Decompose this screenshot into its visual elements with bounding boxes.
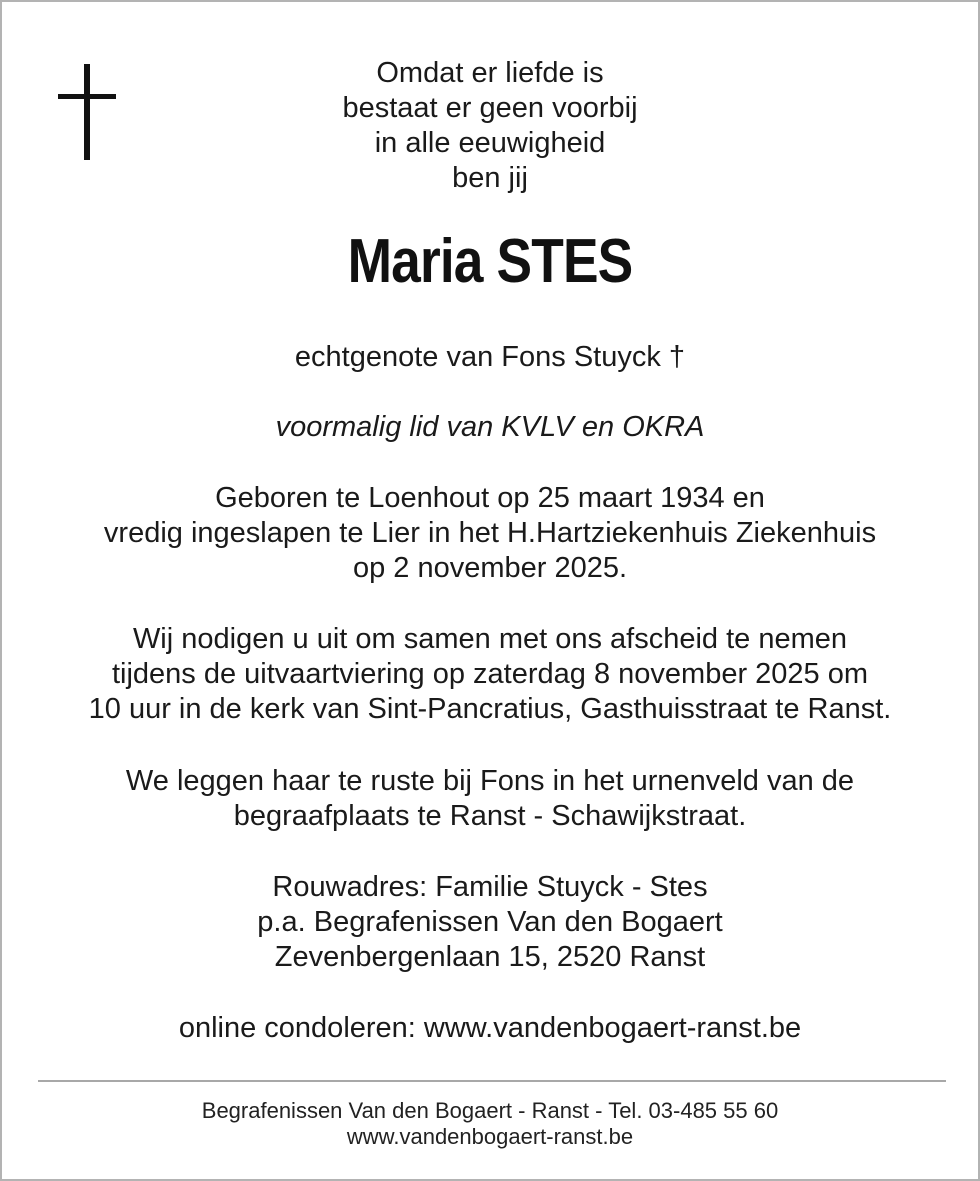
membership-line: voormalig lid van KVLV en OKRA — [275, 411, 705, 443]
address-line: Rouwadres: Familie Stuyck - Stes — [272, 871, 708, 903]
deceased-name: Maria STES — [347, 227, 633, 296]
poem-line: bestaat er geen voorbij — [342, 92, 638, 124]
poem — [2, 56, 978, 196]
birth-death-line: op 2 november 2025. — [352, 552, 628, 584]
resting-place-block — [2, 764, 978, 834]
invitation-line: tijdens de uitvaartviering op zaterdag 8 november 2025 om — [111, 658, 869, 690]
spouse-line: echtgenote van Fons Stuyck † — [294, 341, 686, 373]
footer-contact: Begrafenissen Van den Bogaert - Ranst - Tel. 03-485 55 60 — [201, 1098, 779, 1123]
invitation-line: 10 uur in de kerk van Sint-Pancratius, Gasthuisstraat te Ranst. — [88, 693, 892, 725]
invitation-block — [2, 622, 978, 727]
poem-line: ben jij — [452, 162, 528, 194]
invitation-line: Wij nodigen u uit om samen met ons afscheid te nemen — [132, 623, 848, 655]
footer — [2, 1098, 978, 1150]
poem-line: Omdat er liefde is — [376, 57, 604, 89]
birth-death-block — [2, 481, 978, 586]
footer-website: www.vandenbogaert-ranst.be — [346, 1124, 634, 1149]
birth-death-line: Geboren te Loenhout op 25 maart 1934 en — [215, 482, 765, 514]
resting-place-line: We leggen haar te ruste bij Fons in het urnenveld van de — [125, 765, 855, 797]
address-line: Zevenbergenlaan 15, 2520 Ranst — [274, 941, 706, 973]
divider — [38, 1080, 946, 1082]
resting-place-line: begraafplaats te Ranst - Schawijkstraat. — [233, 800, 747, 832]
birth-death-line: vredig ingeslapen te Lier in het H.Hartziekenhuis Ziekenhuis — [103, 517, 877, 549]
poem-line: in alle eeuwigheid — [374, 127, 606, 159]
address-line: p.a. Begrafenissen Van den Bogaert — [257, 906, 723, 938]
address-block — [2, 870, 978, 975]
online-condolence: online condoleren: www.vandenbogaert-ranst.be — [178, 1012, 802, 1044]
